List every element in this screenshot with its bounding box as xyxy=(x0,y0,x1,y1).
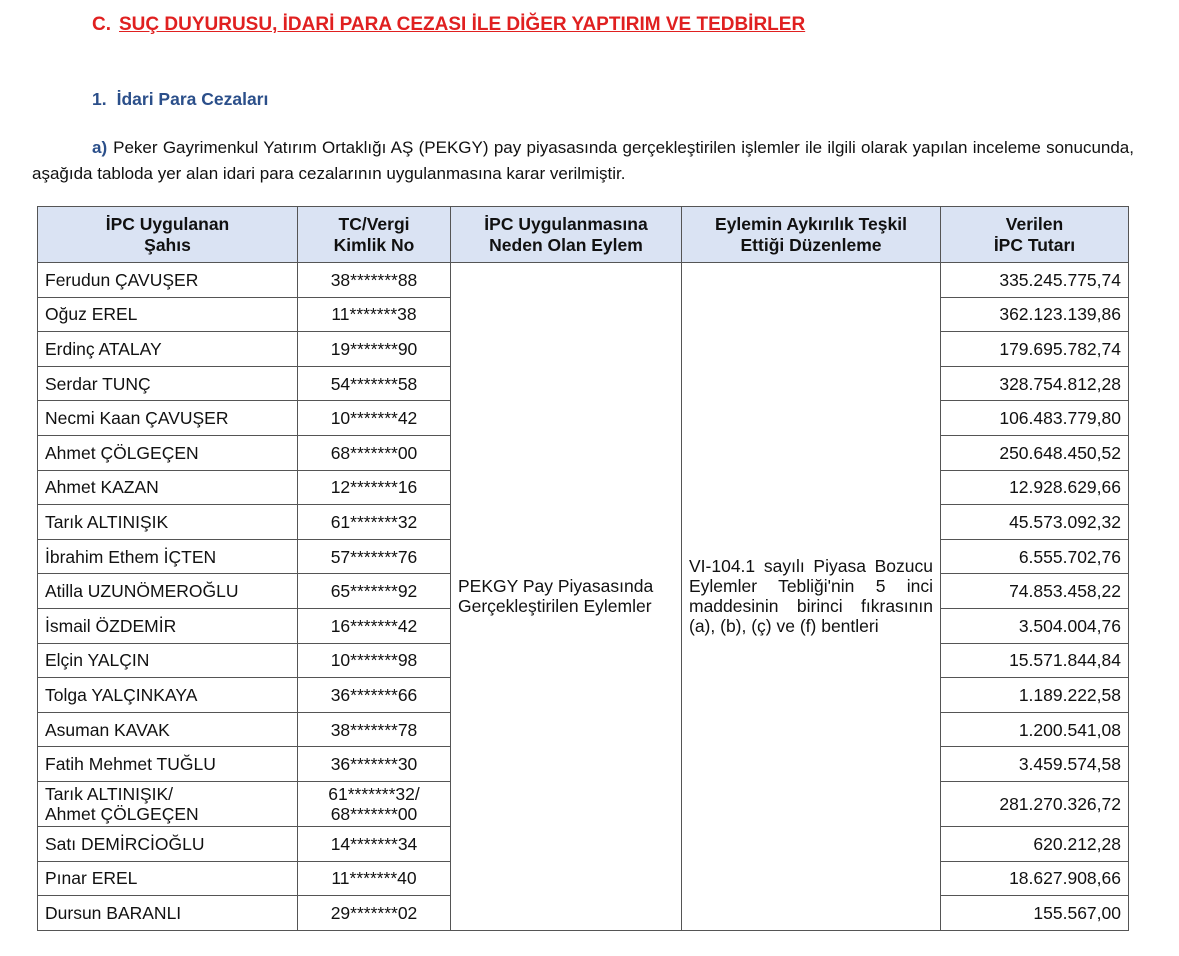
penalty-amount-cell: 620.212,28 xyxy=(941,826,1129,861)
person-name-cell: Serdar TUNÇ xyxy=(38,366,298,401)
person-name-cell: Fatih Mehmet TUĞLU xyxy=(38,747,298,782)
tax-id: 68*******00 xyxy=(330,803,418,824)
penalty-amount-cell: 1.200.541,08 xyxy=(941,712,1129,747)
table-header-row xyxy=(38,207,1129,263)
penalty-amount-cell: 281.270.326,72 xyxy=(941,781,1129,826)
person-name-cell: Ahmet ÇÖLGEÇEN xyxy=(38,435,298,470)
table-body xyxy=(38,263,1129,931)
person-name-cell: Ahmet KAZAN xyxy=(38,470,298,505)
tax-id-cell: 10*******42 xyxy=(298,401,451,436)
tax-id-cell: 36*******30 xyxy=(298,747,451,782)
penalty-table xyxy=(37,206,1129,931)
person-name: Ahmet ÇÖLGEÇEN xyxy=(45,803,199,824)
tax-id-cell xyxy=(298,781,451,826)
penalty-amount-cell: 3.504.004,76 xyxy=(941,608,1129,643)
tax-id-cell: 11*******38 xyxy=(298,297,451,332)
tax-id-cell: 12*******16 xyxy=(298,470,451,505)
person-name-cell: Pınar EREL xyxy=(38,861,298,896)
header-person-line1: İPC Uygulanan xyxy=(105,213,230,234)
penalty-amount-cell: 18.627.908,66 xyxy=(941,861,1129,896)
tax-id-cell: 61*******32 xyxy=(298,505,451,540)
person-name-cell: Dursun BARANLI xyxy=(38,896,298,931)
person-name-cell: Oğuz EREL xyxy=(38,297,298,332)
section-number: C. xyxy=(92,14,111,35)
person-name-cell xyxy=(38,781,298,826)
paragraph-text: Peker Gayrimenkul Yatırım Ortaklığı AŞ (PEKGY) pay piyasasında gerçekleştirilen işlemler ile ilgili olarak yapılan inceleme sonucunda, aşağıda tabloda yer alan idari para cezalarının uygulanmasına karar verilmiştir. xyxy=(32,138,1134,183)
person-name-cell: Asuman KAVAK xyxy=(38,712,298,747)
tax-id-cell: 14*******34 xyxy=(298,826,451,861)
action-cell: PEKGY Pay Piyasasında Gerçekleştirilen Eylemler xyxy=(451,263,682,931)
tax-id-cell: 19*******90 xyxy=(298,332,451,367)
person-name-cell: Necmi Kaan ÇAVUŞER xyxy=(38,401,298,436)
person-name-cell: Elçin YALÇIN xyxy=(38,643,298,678)
person-name-cell: İbrahim Ethem İÇTEN xyxy=(38,539,298,574)
penalty-amount-cell: 179.695.782,74 xyxy=(941,332,1129,367)
tax-id-cell: 38*******88 xyxy=(298,263,451,298)
section-title: SUÇ DUYURUSU, İDARİ PARA CEZASI İLE DİĞER YAPTIRIM VE TEDBİRLER xyxy=(119,14,806,35)
person-name: Tarık ALTINIŞIK/ xyxy=(45,783,174,804)
person-name-cell: Atilla UZUNÖMEROĞLU xyxy=(38,574,298,609)
penalty-amount-cell: 155.567,00 xyxy=(941,896,1129,931)
paragraph-marker: a) xyxy=(92,138,108,157)
person-name-cell: Tolga YALÇINKAYA xyxy=(38,678,298,713)
penalty-amount-cell: 3.459.574,58 xyxy=(941,747,1129,782)
penalty-amount-cell: 1.189.222,58 xyxy=(941,678,1129,713)
header-amount-line2: İPC Tutarı xyxy=(993,234,1076,255)
tax-id-cell: 16*******42 xyxy=(298,608,451,643)
penalty-amount-cell: 335.245.775,74 xyxy=(941,263,1129,298)
penalty-amount-cell: 15.571.844,84 xyxy=(941,643,1129,678)
penalty-amount-cell: 106.483.779,80 xyxy=(941,401,1129,436)
penalty-amount-cell: 362.123.139,86 xyxy=(941,297,1129,332)
penalty-amount-cell: 74.853.458,22 xyxy=(941,574,1129,609)
penalty-amount-cell: 6.555.702,76 xyxy=(941,539,1129,574)
tax-id-cell: 10*******98 xyxy=(298,643,451,678)
header-amount-line1: Verilen xyxy=(1005,213,1064,234)
table-row xyxy=(38,263,1129,298)
person-name-cell: Ferudun ÇAVUŞER xyxy=(38,263,298,298)
penalty-amount-cell: 12.928.629,66 xyxy=(941,470,1129,505)
header-person xyxy=(38,207,298,263)
tax-id-cell: 11*******40 xyxy=(298,861,451,896)
header-person-line2: Şahıs xyxy=(144,234,191,255)
regulation-cell: VI-104.1 sayılı Piyasa Bozucu Eylemler Tebliği'nin 5 inci maddesinin birinci fıkrasının (a), (b), (ç) ve (f) bentleri xyxy=(682,263,941,931)
tax-id-cell: 36*******66 xyxy=(298,678,451,713)
header-action xyxy=(451,207,682,263)
person-name-cell: Erdinç ATALAY xyxy=(38,332,298,367)
header-amount xyxy=(941,207,1129,263)
person-name-cell: Satı DEMİRCİOĞLU xyxy=(38,826,298,861)
penalty-amount-cell: 328.754.812,28 xyxy=(941,366,1129,401)
tax-id-cell: 57*******76 xyxy=(298,539,451,574)
header-action-line1: İPC Uygulanmasına xyxy=(484,213,648,234)
subsection-number: 1. xyxy=(92,89,107,109)
intro-paragraph xyxy=(32,135,1134,187)
penalty-amount-cell: 250.648.450,52 xyxy=(941,435,1129,470)
tax-id-cell: 65*******92 xyxy=(298,574,451,609)
subsection-heading xyxy=(92,89,268,110)
header-id xyxy=(298,207,451,263)
subsection-title: İdari Para Cezaları xyxy=(116,89,269,109)
section-heading xyxy=(92,14,805,36)
header-action-line2: Neden Olan Eylem xyxy=(489,234,643,255)
tax-id-cell: 38*******78 xyxy=(298,712,451,747)
header-id-line1: TC/Vergi xyxy=(338,213,410,234)
header-regulation-line2: Ettiği Düzenleme xyxy=(740,234,882,255)
tax-id-cell: 54*******58 xyxy=(298,366,451,401)
penalty-amount-cell: 45.573.092,32 xyxy=(941,505,1129,540)
person-name-cell: Tarık ALTINIŞIK xyxy=(38,505,298,540)
header-id-line2: Kimlik No xyxy=(333,234,415,255)
tax-id: 61*******32/ xyxy=(328,783,420,804)
person-name-cell: İsmail ÖZDEMİR xyxy=(38,608,298,643)
header-regulation xyxy=(682,207,941,263)
header-regulation-line1: Eylemin Aykırılık Teşkil xyxy=(715,213,907,234)
tax-id-cell: 68*******00 xyxy=(298,435,451,470)
tax-id-cell: 29*******02 xyxy=(298,896,451,931)
